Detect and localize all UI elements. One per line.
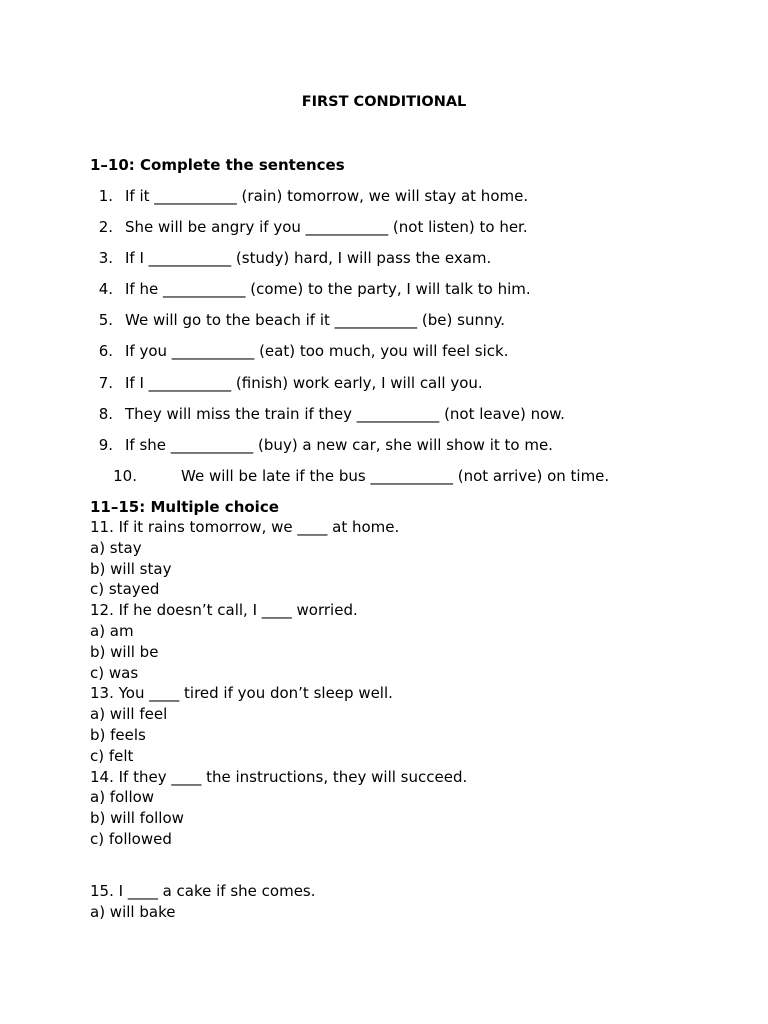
item-number: 9. <box>98 436 113 454</box>
answer-option: c) stayed <box>90 580 160 599</box>
question-text: 11. If it rains tomorrow, we ____ at home. <box>90 518 400 536</box>
list-item <box>90 467 609 485</box>
section-heading-multiple-choice: 11–15: Multiple choice <box>90 498 279 516</box>
item-number: 4. <box>98 280 113 298</box>
list-item <box>90 311 505 329</box>
item-number: 2. <box>98 218 113 236</box>
item-text: She will be angry if you ___________ (not listen) to her. <box>125 218 528 236</box>
answer-option: b) will be <box>90 642 159 661</box>
answer-option: a) will feel <box>90 705 168 724</box>
list-item <box>90 374 483 392</box>
item-text: If it ___________ (rain) tomorrow, we will stay at home. <box>125 187 529 205</box>
item-number: 8. <box>98 405 113 423</box>
item-text: If she ___________ (buy) a new car, she will show it to me. <box>125 436 553 454</box>
item-number: 6. <box>98 342 113 360</box>
answer-option: b) will follow <box>90 809 184 828</box>
item-text: They will miss the train if they ___________ (not leave) now. <box>125 405 565 423</box>
item-text: If you ___________ (eat) too much, you will feel sick. <box>125 342 509 360</box>
item-number: 3. <box>98 249 113 267</box>
page-title: FIRST CONDITIONAL <box>301 94 467 110</box>
list-item <box>90 218 528 236</box>
item-number: 5. <box>98 311 113 329</box>
question-text: 12. If he doesn’t call, I ____ worried. <box>90 601 358 620</box>
question-text: 13. You ____ tired if you don’t sleep well. <box>90 684 393 703</box>
answer-option: c) followed <box>90 829 172 848</box>
question-text: 15. I ____ a cake if she comes. <box>90 881 316 900</box>
item-number: 7. <box>98 374 113 392</box>
list-item <box>90 436 553 454</box>
item-text: If I ___________ (finish) work early, I will call you. <box>125 374 483 392</box>
list-item <box>90 280 531 298</box>
item-number: 10. <box>113 467 137 485</box>
list-item <box>90 405 565 423</box>
list-item <box>90 187 528 205</box>
section-heading-complete: 1–10: Complete the sentences <box>90 156 345 174</box>
multiple-choice-list <box>90 517 467 922</box>
answer-option: b) will stay <box>90 559 172 578</box>
list-item <box>90 342 508 360</box>
item-text: We will go to the beach if it ___________ (be) sunny. <box>125 311 505 329</box>
item-text: If I ___________ (study) hard, I will pass the exam. <box>125 249 492 267</box>
answer-option: a) will bake <box>90 902 176 921</box>
list-item <box>90 249 491 267</box>
item-number: 1. <box>98 187 113 205</box>
answer-option: a) stay <box>90 538 142 557</box>
item-text: We will be late if the bus ___________ (not arrive) on time. <box>181 467 610 485</box>
answer-option: b) feels <box>90 725 146 744</box>
item-text: If he ___________ (come) to the party, I will talk to him. <box>125 280 531 298</box>
spacer <box>90 850 467 881</box>
answer-option: a) follow <box>90 788 155 807</box>
answer-option: a) am <box>90 621 134 640</box>
answer-option: c) felt <box>90 746 134 765</box>
question-text: 14. If they ____ the instructions, they will succeed. <box>90 767 468 786</box>
answer-option: c) was <box>90 663 139 682</box>
